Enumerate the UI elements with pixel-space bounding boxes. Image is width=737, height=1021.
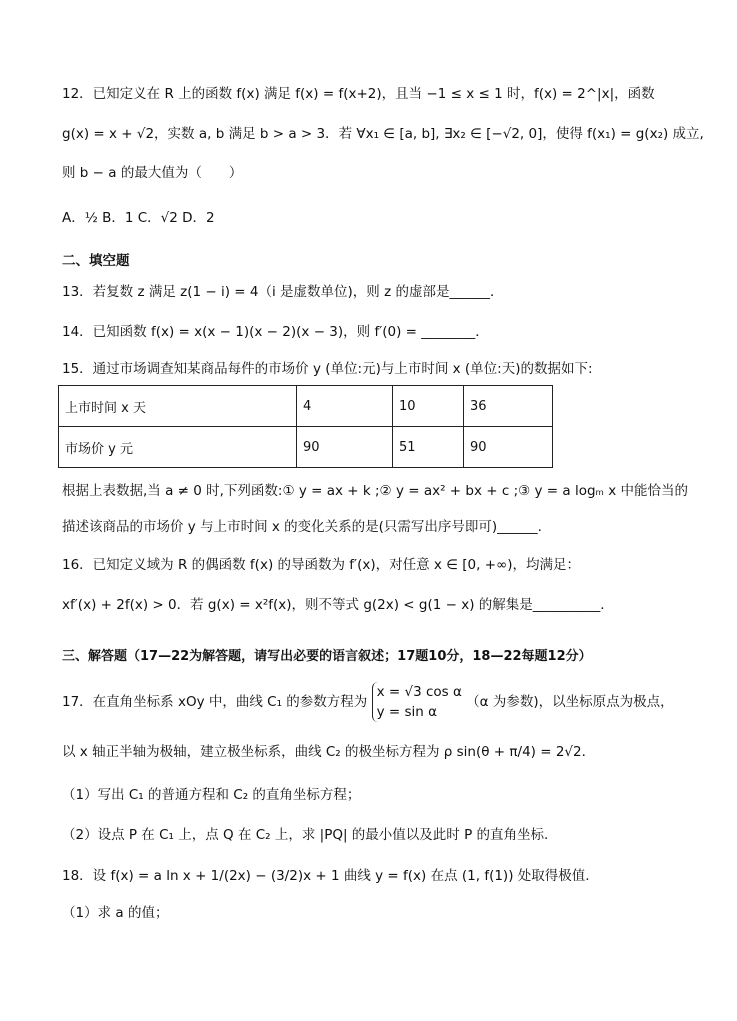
q17-line1 [62, 682, 674, 722]
q12-options: A．½ B．1 C．√2 D．2 [62, 210, 215, 226]
q18-part1: （1）求 a 的值； [62, 905, 169, 921]
table-row [59, 427, 553, 468]
q17-line2: 以 x 轴正半轴为极轴，建立极坐标系，曲线 C₂ 的极坐标方程为 ρ sin(θ + π/4) = 2√2． [62, 744, 596, 760]
q12-line2: g(x) = x + √2，实数 a, b 满足 b > a > 3．若 ∀x₁ ∈ [a, b], ∃x₂ ∈ [−√2, 0]，使得 f(x₁) = g(x₂) 成立, [62, 126, 704, 142]
table-cell: 51 [393, 427, 464, 468]
section-answer-heading: 三、解答题（17—22为解答题，请写出必要的语言叙述；17题10分，18—22每题12分） [62, 649, 592, 664]
q13: 13．若复数 z 满足 z(1 − i) = 4（i 是虚数单位)，则 z 的虚部是______． [62, 284, 504, 300]
q16-line1: 16．已知定义域为 R 的偶函数 f(x) 的导函数为 f′(x)，对任意 x ∈ [0, +∞)，均满足： [62, 557, 581, 573]
q15-after1: 根据上表数据,当 a ≠ 0 时,下列函数:① y = ax + k ;② y = ax² + bx + c ;③ y = a logₘ x 中能恰当的 [62, 483, 689, 499]
q16-line2: xf′(x) + 2f(x) > 0．若 g(x) = x²f(x)，则不等式 g(2x) < g(1 − x) 的解集是__________． [62, 597, 614, 613]
q12-line1: 12．已知定义在 R 上的函数 f(x) 满足 f(x) = f(x+2)，且当 −1 ≤ x ≤ 1 时，f(x) = 2^|x|，函数 [62, 86, 655, 102]
table-cell: 4 [297, 386, 393, 427]
section-fill-blank-heading: 二、填空题 [62, 253, 130, 269]
q15-after2: 描述该商品的市场价 y 与上市时间 x 的变化关系的是(只需写出序号即可)______. [62, 519, 542, 535]
q15-intro: 15．通过市场调查知某商品每件的市场价 y (单位:元)与上市时间 x (单位:天)的数据如下: [62, 361, 593, 377]
table-cell: 市场价 y 元 [59, 427, 297, 468]
table-cell: 90 [464, 427, 553, 468]
q17-part2: （2）设点 P 在 C₁ 上，点 Q 在 C₂ 上，求 |PQ| 的最小值以及此时 P 的直角坐标. [62, 827, 549, 843]
q17-part1: （1）写出 C₁ 的普通方程和 C₂ 的直角坐标方程； [62, 787, 361, 803]
q15-data-table [58, 385, 553, 468]
q14: 14．已知函数 f(x) = x(x − 1)(x − 2)(x − 3)，则 f′(0) = ________． [62, 324, 489, 340]
q18-line1: 18．设 f(x) = a ln x + 1/(2x) − (3/2)x + 1 曲线 y = f(x) 在点 (1, f(1)) 处取得极值. [62, 868, 590, 884]
q12-line3: 则 b − a 的最大值为（ ） [62, 165, 243, 181]
param-eq-y: y = sin α [376, 704, 438, 720]
param-equation-system [372, 682, 462, 722]
table-cell: 上市时间 x 天 [59, 386, 297, 427]
q17-line1-pre: 17．在直角坐标系 xOy 中，曲线 C₁ 的参数方程为 [62, 694, 368, 710]
table-cell: 36 [464, 386, 553, 427]
table-cell: 90 [297, 427, 393, 468]
param-eq-x: x = √3 cos α [376, 684, 462, 700]
q17-line1-post: （α 为参数)，以坐标原点为极点， [466, 694, 674, 710]
table-cell: 10 [393, 386, 464, 427]
table-row [59, 386, 553, 427]
